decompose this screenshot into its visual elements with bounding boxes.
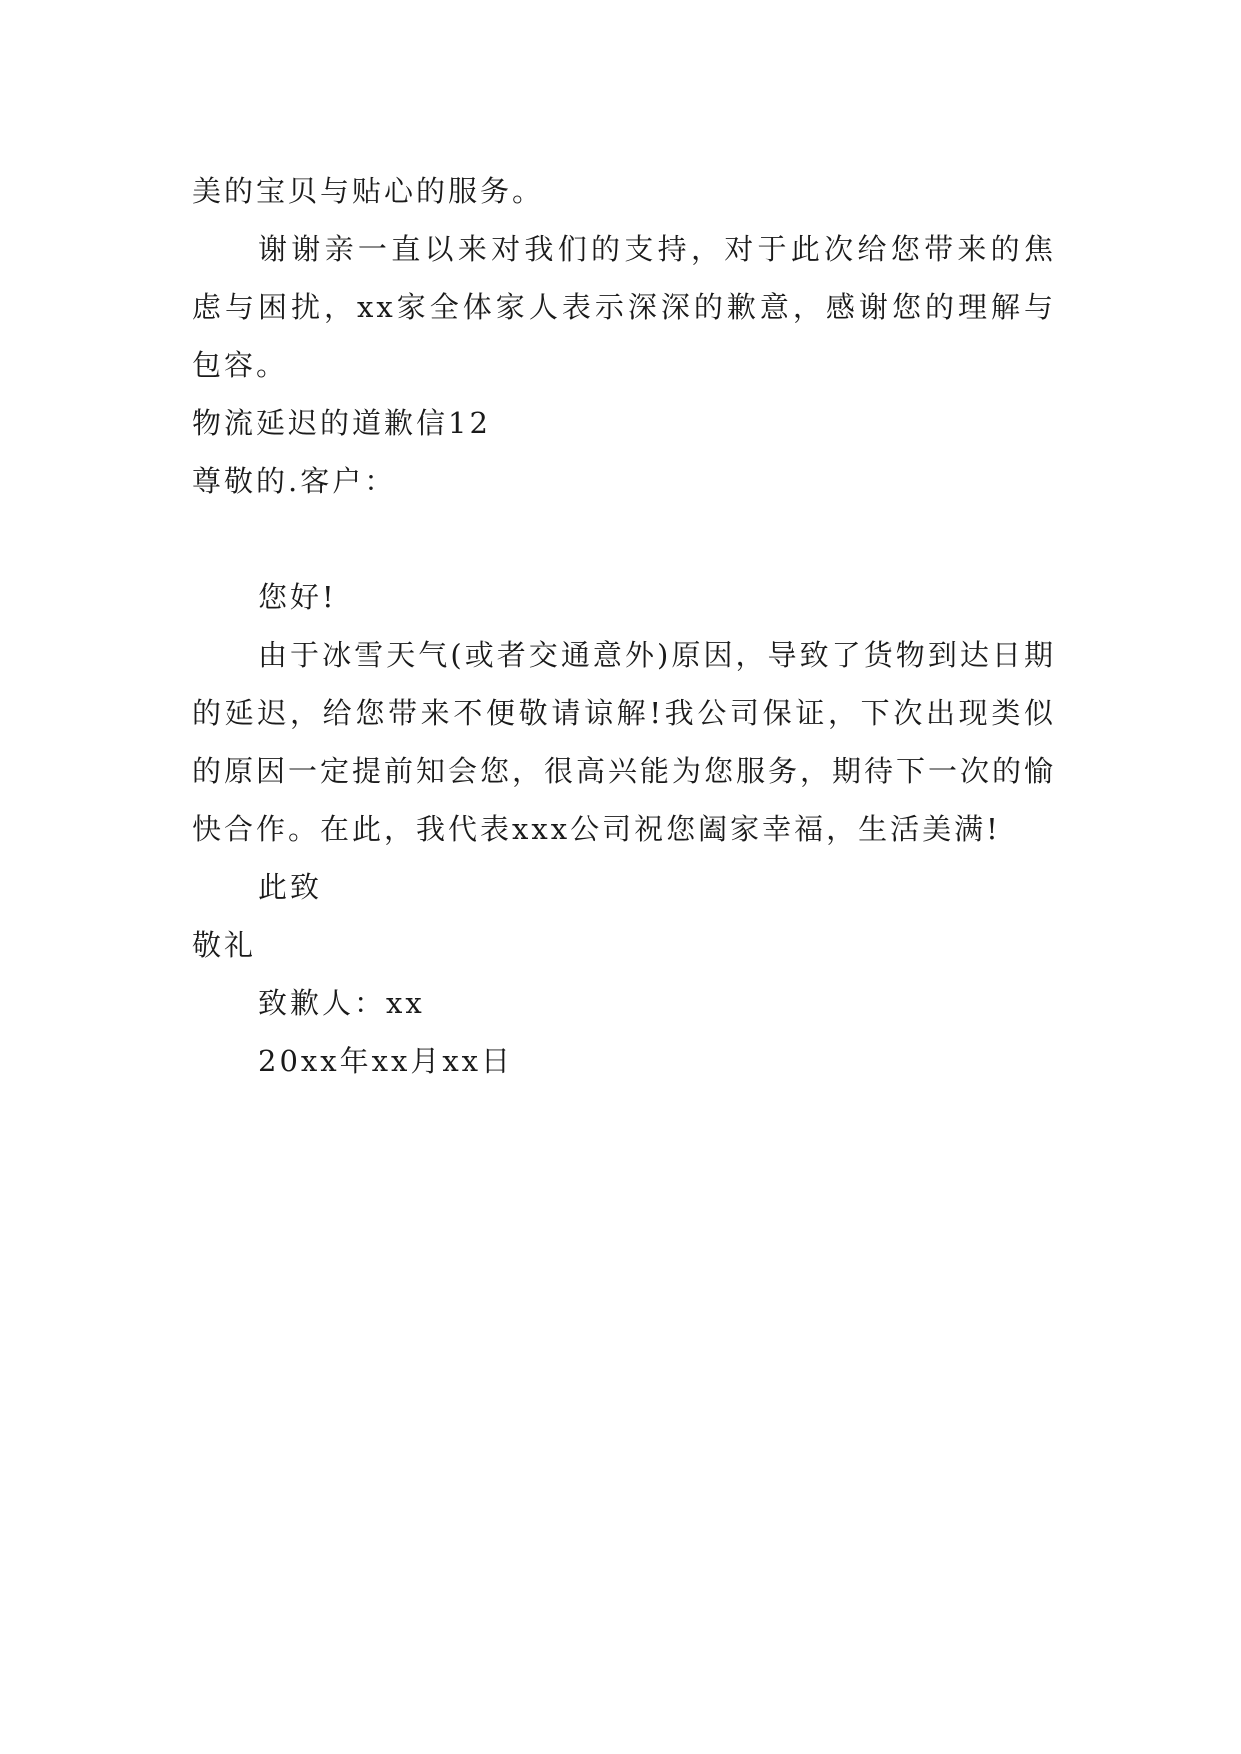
letter-body [192,162,1056,1090]
signature: 致歉人：xx [258,986,425,1020]
salutation: 尊敬的.客户： [192,464,397,498]
paragraph-apology: 由于冰雪天气(或者交通意外)原因，导致了货物到达日期的延迟，给您带来不便敬请谅解!我公司保证，下次出现类似的原因一定提前知会您，很高兴能为您服务，期待下一次的愉快合作。在此，我代表xxx公司祝您阖家幸福，生活美满! [192,638,1057,846]
blank-line [192,510,1056,568]
date: 20xx年xx月xx日 [258,1044,514,1078]
greeting: 您好! [258,580,337,614]
paragraph-continuation: 美的宝贝与贴心的服务。 [192,174,545,208]
closing-phrase: 此致 [258,870,323,904]
closing-regards: 敬礼 [192,928,257,962]
letter-title: 物流延迟的道歉信12 [192,406,491,440]
paragraph-thanks: 谢谢亲一直以来对我们的支持，对于此次给您带来的焦虑与困扰，xx家全体家人表示深深的歉意，感谢您的理解与包容。 [192,232,1056,382]
